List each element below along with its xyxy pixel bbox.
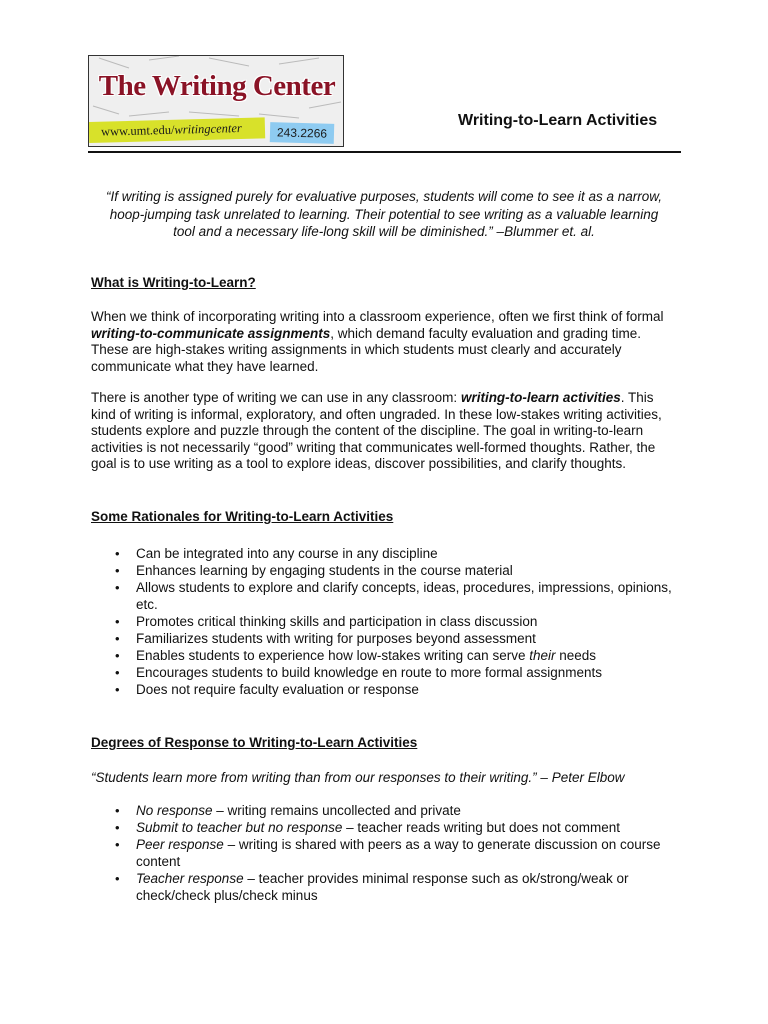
bullet-icon: • <box>115 665 120 680</box>
list-item: • Encourages students to build knowledge en route to more formal assignments <box>115 665 603 680</box>
list-item: • Familiarizes students with writing for purposes beyond assessment <box>115 631 536 646</box>
response-degrees-list <box>91 802 681 904</box>
bullet-icon: • <box>115 563 120 578</box>
section-heading-rationales: Some Rationales for Writing-to-Learn Activities <box>91 509 394 524</box>
bullet-icon: • <box>115 803 120 818</box>
p1-text-a: When we think of incorporating writing into a classroom experience, often we first think of formal <box>91 309 664 324</box>
paragraph-writing-to-learn <box>91 390 681 473</box>
elbow-quote: “Students learn more from writing than from our responses to their writing.” – Peter Elbow <box>91 770 625 785</box>
list-item: • Allows students to explore and clarify concepts, ideas, procedures, impressions, opinions, etc. <box>115 580 672 612</box>
section-heading-degrees: Degrees of Response to Writing-to-Learn Activities <box>91 735 418 750</box>
list-item: • Enables students to experience how low-stakes writing can serve their needs <box>115 648 597 663</box>
list-item: • Submit to teacher but no response – teacher reads writing but does not comment <box>115 820 621 835</box>
opening-quote: “If writing is assigned purely for evaluative purposes, students will come to see it as a narrow, hoop-jumping task unrelated to learning. Their potential to see writing as a valuable learning tool and a necessary life-long skill will be diminished.” –Blummer et. al. <box>105 189 662 239</box>
list-item: • Does not require faculty evaluation or response <box>115 682 419 697</box>
bullet-icon: • <box>115 837 120 852</box>
list-item: • Enhances learning by engaging students in the course material <box>115 563 513 578</box>
bullet-icon: • <box>115 614 120 629</box>
page-title: Writing-to-Learn Activities <box>458 112 658 129</box>
bullet-icon: • <box>115 820 120 835</box>
list-item: • Promotes critical thinking skills and participation in class discussion <box>115 614 538 629</box>
logo-phone: 243.2266 <box>270 122 335 144</box>
p2-text-c: . This kind of writing is informal, exploratory, and often ungraded. In these low-stakes writing activities, students explore and puzzle through the content of the discipline. The goal in writing-to-learn activities is not necessarily “good” writing that communicates well-formed thoughts. Rather, the goal is to use writing as a tool to explore ideas, discover possibilities, and clarify thoughts. <box>91 390 662 471</box>
bullet-icon: • <box>115 648 120 663</box>
bullet-icon: • <box>115 682 120 697</box>
list-item: • No response – writing remains uncollected and private <box>115 803 461 818</box>
logo-url-script: writingcenter <box>174 121 242 137</box>
list-item: • Teacher response – teacher provides minimal response such as ok/strong/weak or check/check plus/check minus <box>115 871 629 903</box>
p1-text-c: , which demand faculty evaluation and grading time. These are high-stakes writing assignments in which students must clearly and accurately communicate what they have learned. <box>91 325 641 374</box>
p2-text-a: There is another type of writing we can use in any classroom: <box>91 390 461 405</box>
bullet-icon: • <box>115 546 120 561</box>
logo-url-prefix: www.umt.edu/ <box>100 122 175 139</box>
bullet-icon: • <box>115 871 120 886</box>
section-heading-what-is: What is Writing-to-Learn? <box>91 275 256 290</box>
writing-center-logo <box>88 55 344 147</box>
bullet-icon: • <box>115 631 120 646</box>
p2-emphasis: writing-to-learn activities <box>460 390 621 405</box>
list-item: • Peer response – writing is shared with peers as a way to generate discussion on course content <box>115 837 661 869</box>
rationales-list <box>91 545 681 698</box>
bullet-icon: • <box>115 580 120 595</box>
header-divider <box>88 151 681 153</box>
paragraph-writing-to-communicate <box>91 309 681 375</box>
p1-emphasis: writing-to-communicate assignments <box>91 325 331 341</box>
logo-title: The Writing Center <box>98 70 336 102</box>
list-item: • Can be integrated into any course in any discipline <box>115 546 438 561</box>
